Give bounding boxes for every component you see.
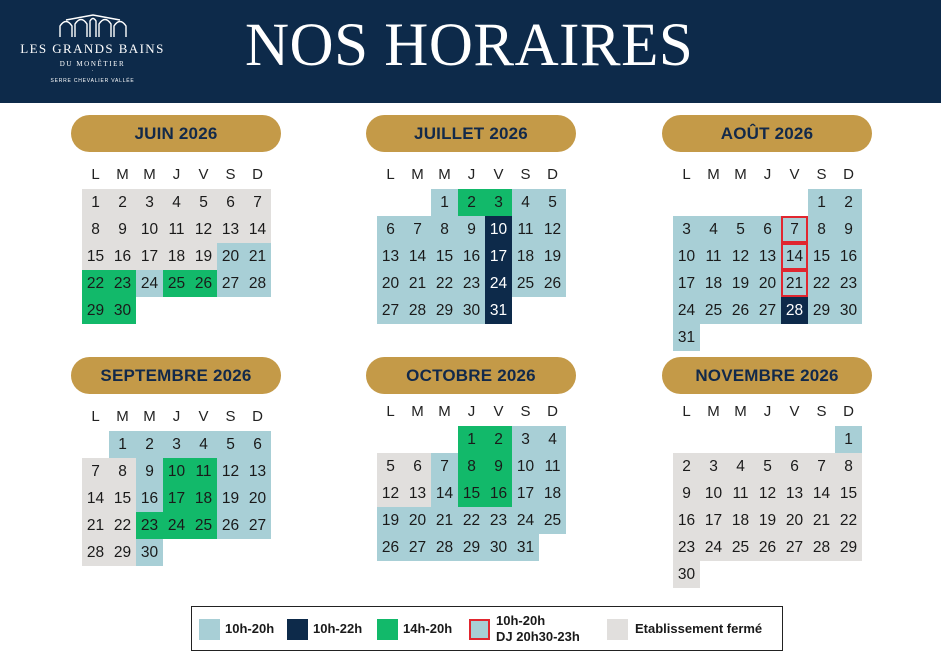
weekday-label: L — [91, 408, 100, 425]
weekday-label: V — [493, 166, 504, 183]
calendar-day: 3 — [485, 189, 512, 216]
calendar-day: 8 — [835, 453, 862, 480]
calendar-day: 22 — [808, 270, 835, 297]
calendar-day: 6 — [377, 216, 404, 243]
weekday-label: M — [411, 403, 424, 420]
calendar-grid — [377, 398, 566, 561]
weekday-label: L — [682, 403, 691, 420]
weekday-label: J — [467, 166, 476, 183]
calendar-day: 31 — [485, 297, 512, 324]
calendar-day: 27 — [754, 297, 781, 324]
calendar-day: 13 — [781, 480, 808, 507]
calendar-day: 11 — [727, 480, 754, 507]
calendar-day: 14 — [82, 485, 109, 512]
weekday-label: M — [411, 166, 424, 183]
calendar-day: 2 — [835, 189, 862, 216]
calendar-day: 26 — [217, 512, 244, 539]
calendar-day: 5 — [377, 453, 404, 480]
legend-swatch-closed — [607, 619, 628, 640]
calendar-day: 28 — [808, 534, 835, 561]
calendar-day: 16 — [458, 243, 485, 270]
calendar-day: 2 — [673, 453, 700, 480]
calendar-day: 22 — [835, 507, 862, 534]
calendar-day: 21 — [404, 270, 431, 297]
calendar-day: 22 — [82, 270, 109, 297]
calendar-day: 3 — [163, 431, 190, 458]
calendar-day: 4 — [163, 189, 190, 216]
calendar-day: 30 — [485, 534, 512, 561]
legend-label-closed: Etablissement fermé — [635, 621, 763, 636]
month-calendar-june — [71, 115, 281, 324]
weekday-label: D — [843, 166, 854, 183]
calendar-day: 12 — [377, 480, 404, 507]
weekday-label: S — [225, 408, 236, 425]
calendar-day: 15 — [808, 243, 835, 270]
month-title: NOVEMBRE 2026 — [662, 357, 872, 394]
weekday-label: V — [198, 166, 209, 183]
calendar-day: 12 — [190, 216, 217, 243]
calendar-day: 6 — [244, 431, 271, 458]
calendar-day: 12 — [727, 243, 754, 270]
calendar-day: 22 — [431, 270, 458, 297]
calendar-day: 4 — [512, 189, 539, 216]
legend-dj-hours: 10h-20h — [496, 612, 546, 628]
calendar-day: 9 — [136, 458, 163, 485]
weekday-label: J — [172, 408, 181, 425]
calendar-day: 7 — [781, 216, 808, 243]
calendar-day: 1 — [808, 189, 835, 216]
weekday-label: S — [520, 166, 531, 183]
calendar-day: 19 — [727, 270, 754, 297]
calendar-day: 3 — [673, 216, 700, 243]
calendar-day: 5 — [754, 453, 781, 480]
calendar-day: 20 — [404, 507, 431, 534]
month-title: SEPTEMBRE 2026 — [71, 357, 281, 394]
calendar-day: 18 — [190, 485, 217, 512]
weekday-label: S — [225, 166, 236, 183]
weekday-label: M — [734, 403, 747, 420]
calendar-day: 1 — [109, 431, 136, 458]
logo-subtitle: DU MONÊTIER — [59, 60, 126, 68]
calendar-day: 17 — [485, 243, 512, 270]
calendar-day: 15 — [431, 243, 458, 270]
weekday-label: L — [386, 403, 395, 420]
calendar-day: 8 — [82, 216, 109, 243]
calendar-day: 19 — [754, 507, 781, 534]
calendar-day: 11 — [190, 458, 217, 485]
calendar-day: 28 — [244, 270, 271, 297]
calendar-day: 21 — [82, 512, 109, 539]
brand-logo — [10, 14, 175, 84]
weekday-label: V — [789, 403, 800, 420]
calendar-day: 10 — [163, 458, 190, 485]
calendar-day: 10 — [512, 453, 539, 480]
calendar-day: 9 — [485, 453, 512, 480]
calendar-day: 9 — [673, 480, 700, 507]
month-calendar-november — [662, 357, 872, 588]
calendar-day: 24 — [673, 297, 700, 324]
calendar-day: 26 — [754, 534, 781, 561]
calendar-day: 27 — [244, 512, 271, 539]
calendar-day: 3 — [700, 453, 727, 480]
calendar-day: 15 — [835, 480, 862, 507]
calendar-day: 16 — [136, 485, 163, 512]
calendar-day: 23 — [458, 270, 485, 297]
logo-name: LES GRANDS BAINS — [20, 41, 165, 56]
weekday-label: D — [252, 166, 263, 183]
header-banner — [0, 0, 941, 103]
calendar-day: 30 — [109, 297, 136, 324]
calendar-day: 17 — [136, 243, 163, 270]
calendar-day: 25 — [163, 270, 190, 297]
calendar-day: 17 — [163, 485, 190, 512]
calendar-day: 27 — [217, 270, 244, 297]
calendar-day: 3 — [512, 426, 539, 453]
weekday-label: S — [816, 166, 827, 183]
calendar-day: 15 — [82, 243, 109, 270]
calendar-day: 29 — [835, 534, 862, 561]
calendar-day: 20 — [754, 270, 781, 297]
weekday-label: M — [438, 403, 451, 420]
legend-swatch-green — [377, 619, 398, 640]
calendar-day: 18 — [163, 243, 190, 270]
calendar-day: 20 — [217, 243, 244, 270]
calendar-day: 17 — [673, 270, 700, 297]
calendar-day: 23 — [835, 270, 862, 297]
calendar-day: 13 — [377, 243, 404, 270]
weekday-label: D — [843, 403, 854, 420]
calendar-day: 14 — [244, 216, 271, 243]
calendar-day: 21 — [808, 507, 835, 534]
calendar-grid — [673, 398, 862, 588]
calendar-day: 30 — [458, 297, 485, 324]
legend-dj-extra: DJ 20h30-23h — [496, 628, 580, 644]
calendar-day: 22 — [458, 507, 485, 534]
weekday-label: V — [198, 408, 209, 425]
calendar-day: 3 — [136, 189, 163, 216]
calendar-day: 14 — [781, 243, 808, 270]
calendar-day: 1 — [82, 189, 109, 216]
calendar-day: 17 — [700, 507, 727, 534]
calendar-day: 17 — [512, 480, 539, 507]
calendar-day: 28 — [431, 534, 458, 561]
calendar-day: 8 — [109, 458, 136, 485]
weekday-label: M — [734, 166, 747, 183]
calendar-day: 16 — [835, 243, 862, 270]
weekday-label: J — [172, 166, 181, 183]
calendar-day: 24 — [485, 270, 512, 297]
calendar-day: 23 — [673, 534, 700, 561]
legend-label-green: 14h-20h — [403, 621, 453, 636]
legend-swatch-dj — [469, 619, 490, 640]
calendar-day: 14 — [808, 480, 835, 507]
calendar-day: 18 — [512, 243, 539, 270]
calendar-day: 1 — [835, 426, 862, 453]
weekday-label: V — [789, 166, 800, 183]
calendar-day: 10 — [485, 216, 512, 243]
logo-location: SERRE CHEVALIER VALLÉE — [50, 78, 135, 84]
weekday-label: L — [91, 166, 100, 183]
legend-label-dj — [496, 607, 580, 650]
legend-swatch-navy — [287, 619, 308, 640]
calendar-day: 6 — [404, 453, 431, 480]
calendar-day: 31 — [673, 324, 700, 351]
calendar-day: 15 — [458, 480, 485, 507]
month-calendar-october — [366, 357, 576, 561]
month-title: AOÛT 2026 — [662, 115, 872, 152]
calendar-day: 9 — [835, 216, 862, 243]
calendar-day: 29 — [109, 539, 136, 566]
calendar-day: 25 — [190, 512, 217, 539]
calendar-day: 9 — [458, 216, 485, 243]
weekday-label: J — [763, 403, 772, 420]
calendar-day: 30 — [673, 561, 700, 588]
calendar-day: 15 — [109, 485, 136, 512]
calendar-day: 4 — [727, 453, 754, 480]
weekday-label: M — [143, 408, 156, 425]
calendar-day: 7 — [244, 189, 271, 216]
calendar-day: 2 — [109, 189, 136, 216]
calendar-day: 1 — [431, 189, 458, 216]
weekday-label: M — [438, 166, 451, 183]
calendar-day: 6 — [781, 453, 808, 480]
calendar-day: 14 — [404, 243, 431, 270]
weekday-label: V — [493, 403, 504, 420]
calendar-day: 12 — [754, 480, 781, 507]
calendar-day: 23 — [485, 507, 512, 534]
calendar-day: 19 — [377, 507, 404, 534]
calendar-day: 24 — [512, 507, 539, 534]
calendar-day: 25 — [700, 297, 727, 324]
calendar-day: 20 — [377, 270, 404, 297]
calendar-day: 2 — [458, 189, 485, 216]
calendar-day: 22 — [109, 512, 136, 539]
calendar-day: 16 — [673, 507, 700, 534]
legend-label-navy: 10h-22h — [313, 621, 363, 636]
calendar-day: 1 — [458, 426, 485, 453]
calendar-day: 26 — [377, 534, 404, 561]
calendar-day: 16 — [109, 243, 136, 270]
calendar-day: 7 — [404, 216, 431, 243]
calendar-day: 18 — [539, 480, 566, 507]
calendar-day: 24 — [163, 512, 190, 539]
logo-separator: · — [91, 68, 94, 74]
weekday-label: J — [467, 403, 476, 420]
calendar-day: 6 — [754, 216, 781, 243]
legend-label-blue: 10h-20h — [225, 621, 275, 636]
calendar-day: 2 — [485, 426, 512, 453]
calendar-day: 5 — [190, 189, 217, 216]
calendar-day: 5 — [217, 431, 244, 458]
calendar-day: 19 — [190, 243, 217, 270]
calendar-day: 30 — [136, 539, 163, 566]
calendar-day: 10 — [673, 243, 700, 270]
calendar-grid — [377, 161, 566, 324]
calendar-day: 23 — [136, 512, 163, 539]
calendar-day: 6 — [217, 189, 244, 216]
building-icon — [58, 14, 128, 38]
calendar-grid — [82, 161, 271, 324]
calendar-day: 31 — [512, 534, 539, 561]
calendar-day: 13 — [217, 216, 244, 243]
weekday-label: L — [386, 166, 395, 183]
weekday-label: M — [707, 166, 720, 183]
month-title: JUILLET 2026 — [366, 115, 576, 152]
calendar-day: 25 — [727, 534, 754, 561]
calendar-day: 25 — [512, 270, 539, 297]
weekday-label: S — [816, 403, 827, 420]
calendar-day: 29 — [808, 297, 835, 324]
calendar-day: 8 — [431, 216, 458, 243]
calendar-day: 13 — [754, 243, 781, 270]
calendar-day: 20 — [781, 507, 808, 534]
calendar-day: 27 — [781, 534, 808, 561]
legend — [191, 606, 783, 651]
weekday-label: D — [547, 403, 558, 420]
weekday-label: M — [116, 408, 129, 425]
calendar-grid — [82, 403, 271, 566]
calendar-day: 8 — [808, 216, 835, 243]
calendar-day: 29 — [431, 297, 458, 324]
calendar-day: 14 — [431, 480, 458, 507]
calendar-day: 7 — [82, 458, 109, 485]
weekday-label: S — [520, 403, 531, 420]
weekday-label: J — [763, 166, 772, 183]
calendar-day: 11 — [539, 453, 566, 480]
calendar-day: 19 — [217, 485, 244, 512]
weekday-label: L — [682, 166, 691, 183]
weekday-label: M — [116, 166, 129, 183]
calendar-day: 21 — [431, 507, 458, 534]
calendar-day: 25 — [539, 507, 566, 534]
calendar-day: 13 — [404, 480, 431, 507]
calendar-day: 4 — [539, 426, 566, 453]
weekday-label: D — [252, 408, 263, 425]
calendar-day: 5 — [727, 216, 754, 243]
month-title: JUIN 2026 — [71, 115, 281, 152]
calendar-day: 28 — [404, 297, 431, 324]
calendar-day: 28 — [781, 297, 808, 324]
calendar-day: 4 — [700, 216, 727, 243]
legend-swatch-blue — [199, 619, 220, 640]
calendar-day: 21 — [244, 243, 271, 270]
calendar-day: 7 — [808, 453, 835, 480]
calendar-day: 29 — [458, 534, 485, 561]
calendar-day: 27 — [404, 534, 431, 561]
calendar-day: 7 — [431, 453, 458, 480]
calendar-day: 24 — [136, 270, 163, 297]
month-calendar-august — [662, 115, 872, 351]
calendar-day: 11 — [512, 216, 539, 243]
calendar-day: 11 — [163, 216, 190, 243]
calendar-day: 11 — [700, 243, 727, 270]
calendar-day: 29 — [82, 297, 109, 324]
weekday-label: M — [143, 166, 156, 183]
calendar-grid — [673, 161, 862, 351]
weekday-label: M — [707, 403, 720, 420]
calendar-day: 19 — [539, 243, 566, 270]
calendar-day: 18 — [727, 507, 754, 534]
calendar-day: 27 — [377, 297, 404, 324]
calendar-day: 4 — [190, 431, 217, 458]
page-title: NOS HORAIRES — [245, 12, 694, 79]
calendar-day: 26 — [190, 270, 217, 297]
month-calendar-september — [71, 357, 281, 566]
calendar-day: 16 — [485, 480, 512, 507]
calendar-day: 12 — [539, 216, 566, 243]
calendar-day: 10 — [136, 216, 163, 243]
calendar-day: 24 — [700, 534, 727, 561]
calendar-day: 18 — [700, 270, 727, 297]
calendar-day: 9 — [109, 216, 136, 243]
calendar-day: 2 — [136, 431, 163, 458]
calendar-day: 12 — [217, 458, 244, 485]
weekday-label: D — [547, 166, 558, 183]
calendar-day: 10 — [700, 480, 727, 507]
calendar-day: 13 — [244, 458, 271, 485]
calendar-day: 8 — [458, 453, 485, 480]
calendar-day: 26 — [539, 270, 566, 297]
calendar-day: 5 — [539, 189, 566, 216]
calendar-day: 28 — [82, 539, 109, 566]
calendar-day: 30 — [835, 297, 862, 324]
calendar-day: 26 — [727, 297, 754, 324]
calendar-day: 21 — [781, 270, 808, 297]
month-title: OCTOBRE 2026 — [366, 357, 576, 394]
calendar-day: 23 — [109, 270, 136, 297]
calendar-day: 20 — [244, 485, 271, 512]
month-calendar-july — [366, 115, 576, 324]
